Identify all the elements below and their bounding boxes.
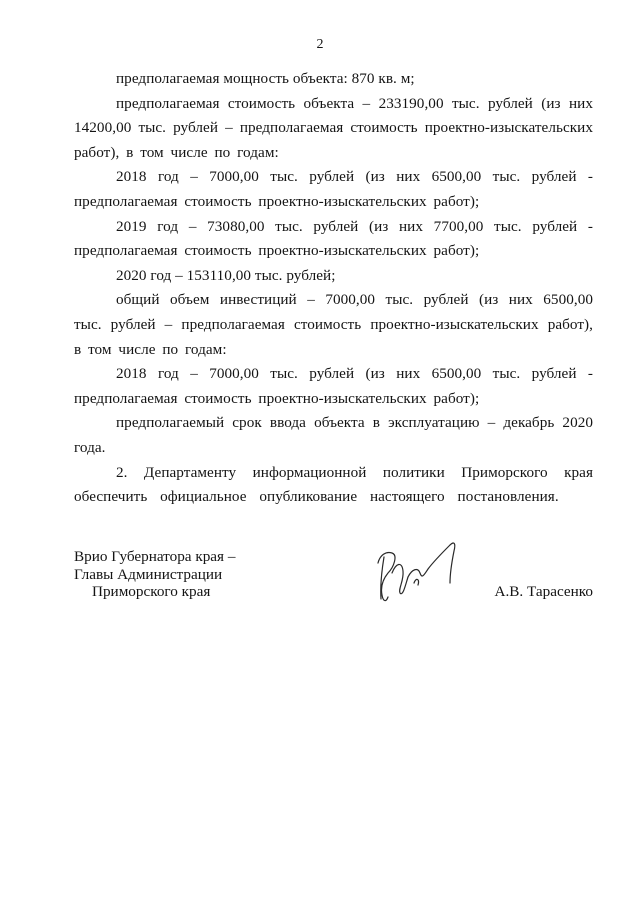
paragraph-investment-total: общий объем инвестиций – 7000,00 тыс. рублей (из них 6500,00 тыс. рублей – предполагаемая стоимость проектно-изыскательских работ), в том числе по годам: — [74, 291, 593, 358]
paragraph-commissioning-date: предполагаемый срок ввода объекта в эксплуатацию – декабрь 2020 года. — [74, 414, 593, 456]
signatory-title — [74, 548, 235, 601]
signatory-title-line-3: Приморского края — [92, 583, 211, 600]
paragraph-cost-2019: 2019 год – 73080,00 тыс. рублей (из них 7700,00 тыс. рублей - предполагаемая стоимость проектно-изыскательских работ); — [74, 217, 593, 260]
paragraph-cost-2020: 2020 год – 153110,00 тыс. рублей; — [116, 266, 336, 284]
paragraph-total-cost: предполагаемая стоимость объекта – 233190,00 тыс. рублей (из них 14200,00 тыс. рублей – предполагаемая стоимость проектно-изыскательских работ), в том числе по годам: — [74, 94, 593, 161]
signatory-title-line-2: Главы Администрации — [74, 565, 223, 583]
paragraph-publication-order: 2. Департаменту информационной политики Приморского края обеспечить официальное опубликование настоящего постановления. — [74, 463, 593, 506]
paragraph-capacity: предполагаемая мощность объекта: 870 кв. м; — [116, 70, 415, 87]
signatory-title-line-1: Врио Губернатора края – — [74, 548, 236, 565]
signatory-name: А.В. Тарасенко — [494, 583, 593, 600]
page-number: 2 — [316, 37, 324, 52]
paragraph-cost-2018: 2018 год – 7000,00 тыс. рублей (из них 6500,00 тыс. рублей - предполагаемая стоимость проектно-изыскательских работ); — [74, 168, 593, 210]
document-body — [74, 67, 593, 510]
paragraph-investment-2018: 2018 год – 7000,00 тыс. рублей (из них 6500,00 тыс. рублей - предполагаемая стоимость проектно-изыскательских работ); — [74, 365, 593, 407]
handwritten-signature — [370, 533, 470, 613]
